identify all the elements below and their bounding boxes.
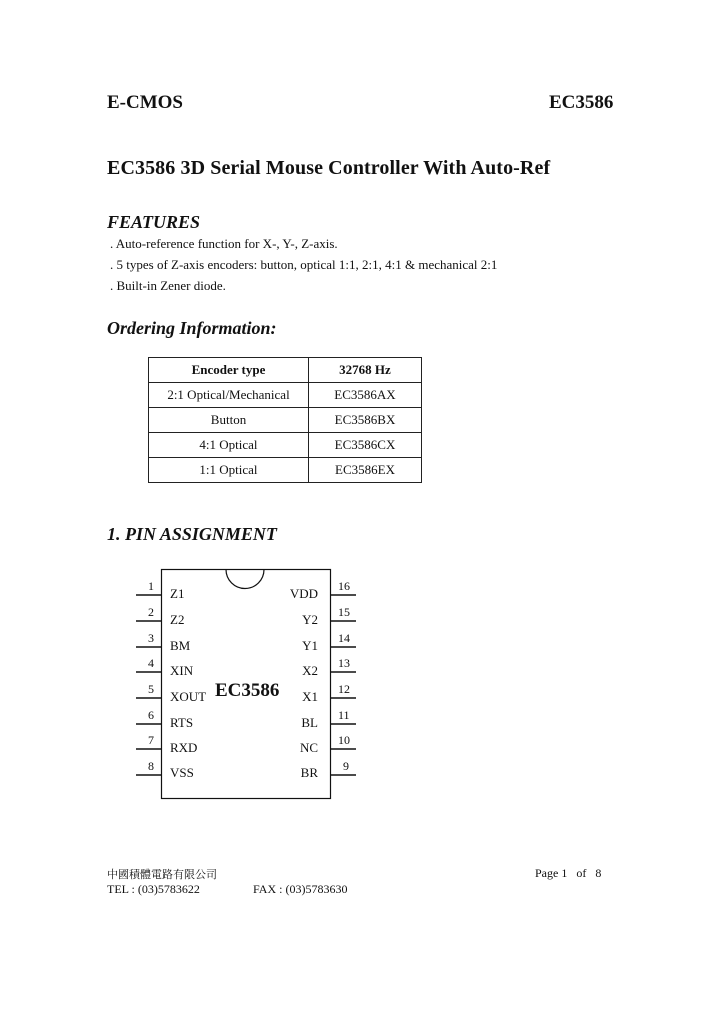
pin-name: XIN [170,663,194,678]
chip-notch [226,570,264,589]
pin-name: BM [170,638,191,653]
table-cell: EC3586BX [309,408,422,433]
table-cell: 2:1 Optical/Mechanical [149,383,309,408]
feature-item: . Auto-reference function for X-, Y-, Z-axis. [110,236,338,251]
pin-name: Z2 [170,612,185,627]
pin-number: 13 [338,656,350,670]
pin-number: 1 [148,579,154,593]
pin-number: 3 [148,631,154,645]
features-heading: FEATURES [107,212,201,232]
pin-number: 14 [338,631,350,645]
column-header-encoder-type: Encoder type [149,358,309,383]
pin-assignment-heading: 1. PIN ASSIGNMENT [107,524,277,544]
column-header-frequency: 32768 Hz [309,358,422,383]
footer-fax: FAX : (03)5783630 [253,882,348,896]
pin-name: RXD [170,740,198,755]
table-cell: 4:1 Optical [149,433,309,458]
pin-name: BL [301,715,318,730]
pin-number: 9 [343,759,349,773]
pin-number: 5 [148,682,154,696]
pin-number: 10 [338,733,350,747]
pin-name: XOUT [170,689,207,704]
pin-number: 15 [338,605,350,619]
pin-number: 2 [148,605,154,619]
pin-number: 12 [338,682,350,696]
pin-name: NC [299,740,318,755]
table-cell: EC3586EX [309,458,422,483]
table-cell: 1:1 Optical [149,458,309,483]
page-number: 1 [561,866,568,880]
table-cell: EC3586CX [309,433,422,458]
pin-number: 8 [148,759,154,773]
feature-item: . 5 types of Z-axis encoders: button, optical 1:1, 2:1, 4:1 & mechanical 2:1 [110,257,498,272]
footer-tel: TEL : (03)5783622 [107,882,200,896]
feature-item: . Built-in Zener diode. [110,278,226,293]
of-label: of [576,866,587,880]
pin-name: Y1 [302,638,318,653]
pin-number: 16 [338,579,350,593]
chip-name: EC3586 [215,680,280,701]
ordering-heading: Ordering Information: [107,318,277,338]
pin-number: 7 [148,733,154,747]
page-label: Page [535,866,559,880]
table-cell: EC3586AX [309,383,422,408]
pin-name: X2 [302,663,318,678]
footer-company-name: 中國積體電路有限公司 [107,868,217,881]
pin-number: 11 [338,708,350,722]
header-company: E-CMOS [107,92,183,113]
pin-number: 6 [148,708,154,722]
pin-name: BR [300,765,318,780]
pin-number: 4 [148,656,154,670]
pin-name: Y2 [302,612,318,627]
pin-name: VSS [170,765,194,780]
header-part-number: EC3586 [549,92,614,113]
pin-name: X1 [302,689,318,704]
page-title: EC3586 3D Serial Mouse Controller With Auto-Ref [107,157,551,179]
pin-name: Z1 [170,586,185,601]
pin-name: RTS [170,715,194,730]
page-indicator [535,866,601,881]
page-total: 8 [595,866,602,880]
pin-name: VDD [289,586,318,601]
table-cell: Button [149,408,309,433]
